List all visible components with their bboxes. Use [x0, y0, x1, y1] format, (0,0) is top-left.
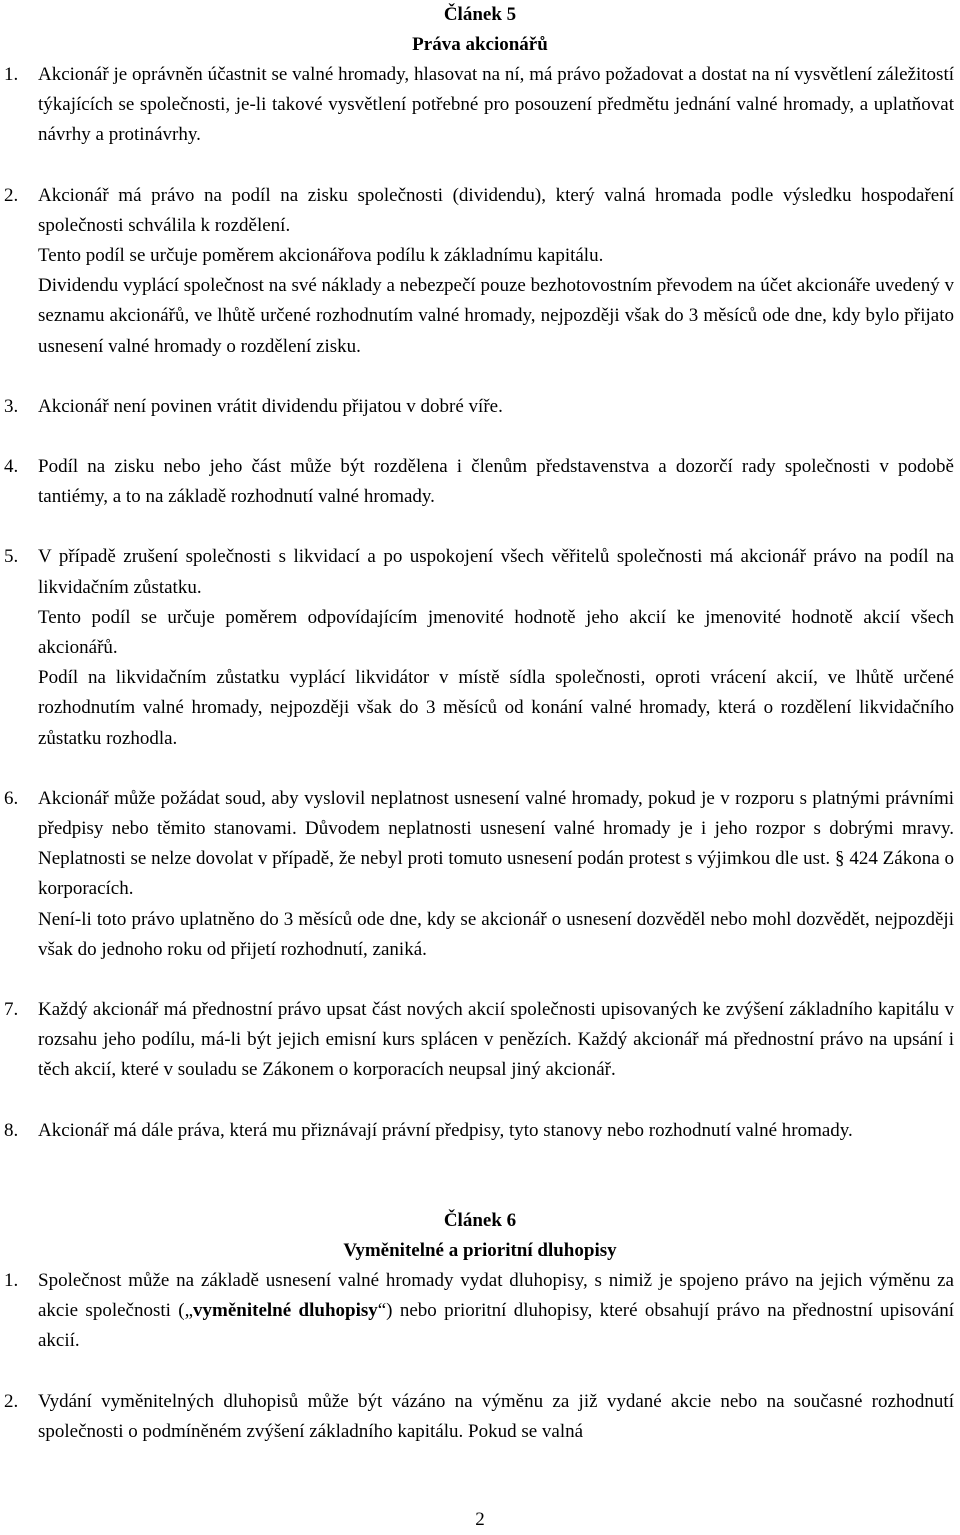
article-subheading: Vyměnitelné a prioritní dluhopisy	[343, 1239, 617, 1261]
clause-text: Podíl na zisku nebo jeho část může být rozdělena i členům představenstva a dozorčí rady společnosti v podobě tantiémy, a to na základě rozhodnutí valné hromady.	[38, 456, 954, 508]
page-number: 2	[475, 1509, 485, 1530]
clause-text: Akcionář má dále práva, která mu přiznávají právní předpisy, tyto stanovy nebo rozhodnutí valné hromady.	[38, 1119, 853, 1141]
clause-5-7	[0, 995, 960, 1086]
clause-number: 8.	[4, 1119, 19, 1141]
clause-number: 6.	[4, 787, 19, 809]
clause-6-1	[0, 1266, 960, 1357]
clause-5-6	[0, 784, 960, 965]
clause-number: 4.	[4, 456, 19, 478]
clause-text: Podíl na likvidačním zůstatku vyplácí likvidátor v místě sídla společnosti, oproti vrácení akcií, ve lhůtě určené rozhodnutím valné hromady, nejpozději však do 3 měsíců od konání valné hromady, která o rozdělení likvidačního zůstatku rozhodla.	[38, 667, 954, 749]
article-subheading: Práva akcionářů	[412, 34, 548, 55]
defined-term: vyměnitelné dluhopisy	[193, 1300, 378, 1322]
article-heading: Článek 6	[443, 1209, 517, 1231]
clause-number: 5.	[4, 546, 19, 568]
clause-5-2	[0, 181, 960, 362]
clause-text-part: Společnost může na základě usnesení valné hromady vydat dluhopisy, s nimiž je spojeno právo na jejich výměnu za akcie společnosti („	[38, 1269, 954, 1322]
clause-number: 1.	[4, 64, 19, 85]
clause-text: Akcionář může požádat soud, aby vyslovil neplatnost usnesení valné hromady, pokud je v rozporu s platnými právními předpisy nebo těmito stanovami. Důvodem neplatnosti usnesení valné hromady je i jeho rozpor s dobrými mravy. Neplatnosti se nelze dovolat v případě, že nebyl proti tomuto usnesení podán protest s výjimkou dle ust. § 424 Zákona o korporacích.	[38, 787, 954, 900]
clause-text: Dividendu vyplácí společnost na své náklady a nebezpečí pouze bezhotovostním převodem na účet akcionáře uvedený v seznamu akcionářů, ve lhůtě určené rozhodnutím valné hromady, nejpozději však do 3 měsíců ode dne, kdy bylo přijato usnesení valné hromady o rozdělení zisku.	[38, 275, 954, 357]
clause-number: 1.	[4, 1269, 19, 1291]
clause-5-8	[0, 1116, 960, 1146]
clause-text: Tento podíl se určuje poměrem akcionářova podílu k základnímu kapitálu.	[38, 245, 604, 267]
clause-text: Akcionář není povinen vrátit dividendu přijatou v dobré víře.	[38, 395, 503, 417]
clause-text: Každý akcionář má přednostní právo upsat část nových akcií společnosti upisovaných ke zvýšení základního kapitálu v rozsahu jeho podílu, má-li být jejich emisní kurs splácen v penězích. Každý akcionář má přednostní právo na upsání i těch akcií, které v souladu se Zákonem o korporacích neupsal jiný akcionář.	[38, 999, 954, 1081]
clause-text-part: “) nebo prioritní dluhopisy, které obsahují právo na přednostní upisování akcií.	[38, 1300, 954, 1352]
clause-number: 3.	[4, 395, 19, 417]
clause-text: Vydání vyměnitelných dluhopisů může být vázáno na výměnu za již vydané akcie nebo na současné rozhodnutí společnosti o podmíněném zvýšení základního kapitálu. Pokud se valná	[38, 1390, 954, 1442]
clause-number: 2.	[4, 184, 19, 206]
clause-5-3	[0, 392, 960, 422]
clause-number: 2.	[4, 1390, 19, 1412]
clause-text: Není-li toto právo uplatněno do 3 měsíců ode dne, kdy se akcionář o usnesení dozvěděl nebo mohl dozvědět, nejpozději však do jednoho roku od přijetí rozhodnutí, zaniká.	[38, 908, 954, 960]
article-6	[0, 1206, 960, 1447]
clause-text	[38, 1266, 954, 1357]
clause-5-1	[0, 60, 960, 151]
clause-text: Tento podíl se určuje poměrem odpovídajícím jmenovité hodnotě jeho akcií ke jmenovité hodnotě akcií všech akcionářů.	[38, 606, 954, 659]
clause-number: 7.	[4, 999, 19, 1021]
clause-text: V případě zrušení společnosti s likvidací a po uspokojení všech věřitelů společnosti má akcionář právo na podíl na likvidačním zůstatku.	[38, 546, 954, 598]
clause-text: Akcionář je oprávněn účastnit se valné hromady, hlasovat na ní, má právo požadovat a dostat na ní vysvětlení záležitostí týkajících se společnosti, je-li takové vysvětlení potřebné pro posouzení předmětu jednání valné hromady, a uplatňovat návrhy a protinávrhy.	[38, 64, 954, 146]
article-heading: Článek 5	[443, 4, 517, 25]
clause-text: Akcionář má právo na podíl na zisku společnosti (dividendu), který valná hromada podle výsledku hospodaření společnosti schválila k rozdělení.	[38, 184, 954, 236]
clause-5-5	[0, 542, 960, 753]
clause-5-4	[0, 452, 960, 512]
clause-6-2	[0, 1387, 960, 1447]
